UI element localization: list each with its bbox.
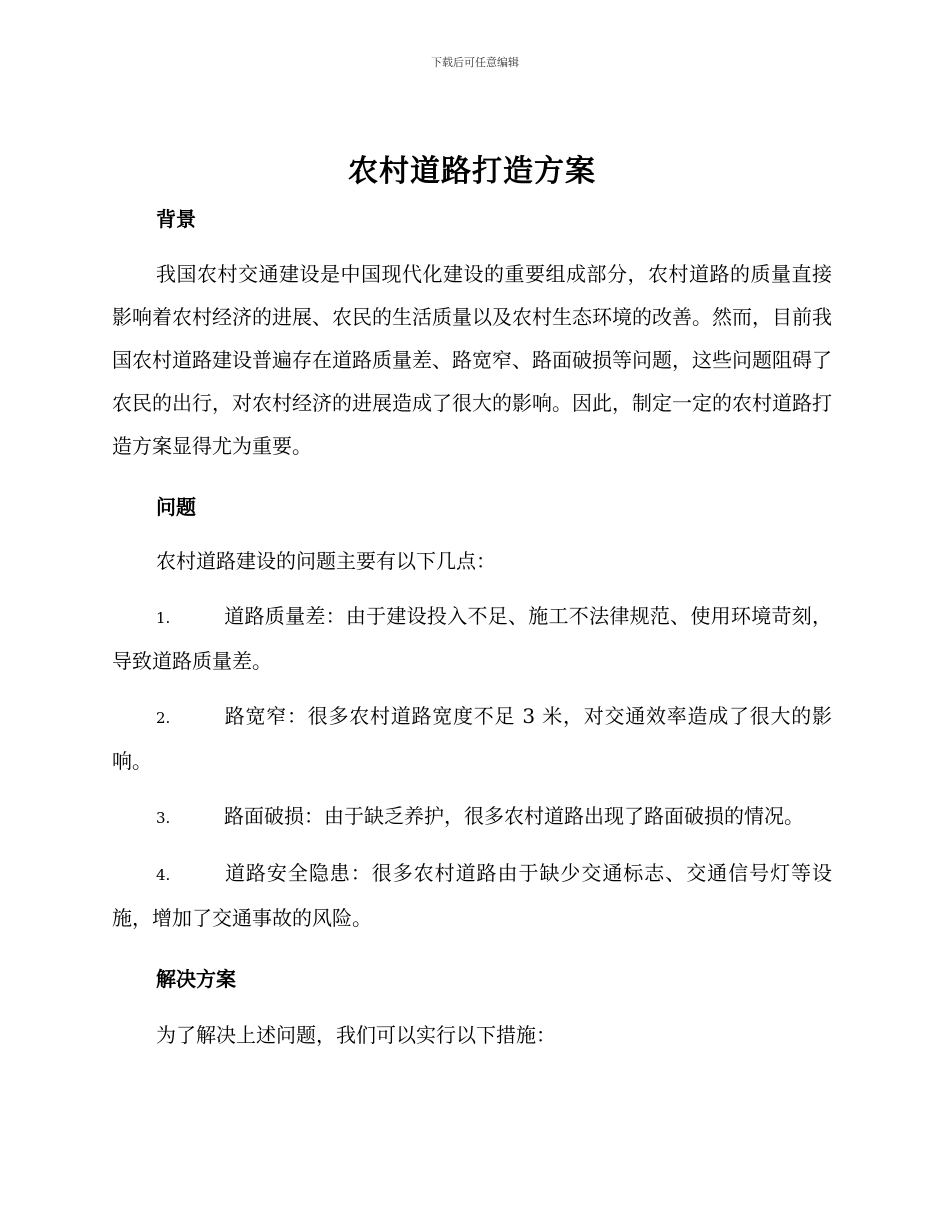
list-number: 4. — [156, 866, 171, 884]
document-body — [112, 150, 832, 1057]
list-number: 1. — [156, 609, 171, 627]
list-number: 3. — [156, 809, 171, 827]
section-heading-solutions: 解决方案 — [156, 967, 236, 991]
problem-item-1 — [112, 595, 832, 683]
list-item-text: 道路质量差：由于建设投入不足、施工不法律规范、使用环境苛刻，导致道路质量差。 — [112, 604, 832, 673]
list-number: 2. — [156, 709, 171, 727]
solutions-intro: 为了解决上述问题，我们可以实行以下措施： — [156, 1023, 556, 1047]
section-heading-background: 背景 — [156, 207, 196, 231]
list-item-text: 路宽窄：很多农村道路宽度不足 3 米，对交通效率造成了很大的影响。 — [112, 704, 832, 773]
problem-item-3 — [112, 795, 832, 840]
list-item-text: 道路安全隐患：很多农村道路由于缺少交通标志、交通信号灯等设施，增加了交通事故的风险。 — [112, 861, 832, 930]
background-paragraph: 我国农村交通建设是中国现代化建设的重要组成部分，农村道路的质量直接影响着农村经济的进展、农民的生活质量以及农村生态环境的改善。然而，目前我国农村道路建设普遍存在道路质量差、路宽窄、路面破损等问题，这些问题阻碍了农民的出行，对农村经济的进展造成了很大的影响。因此，制定一定的农村道路打造方案显得尤为重要。 — [112, 262, 832, 458]
problem-item-4 — [112, 852, 832, 940]
problem-item-2 — [112, 695, 832, 783]
problems-intro: 农村道路建设的问题主要有以下几点： — [156, 549, 496, 573]
list-item-text: 路面破损：由于缺乏养护，很多农村道路出现了路面破损的情况。 — [224, 804, 804, 828]
section-heading-problems: 问题 — [156, 495, 196, 519]
document-title: 农村道路打造方案 — [348, 154, 596, 189]
header-note: 下载后可任意编辑 — [431, 56, 519, 69]
